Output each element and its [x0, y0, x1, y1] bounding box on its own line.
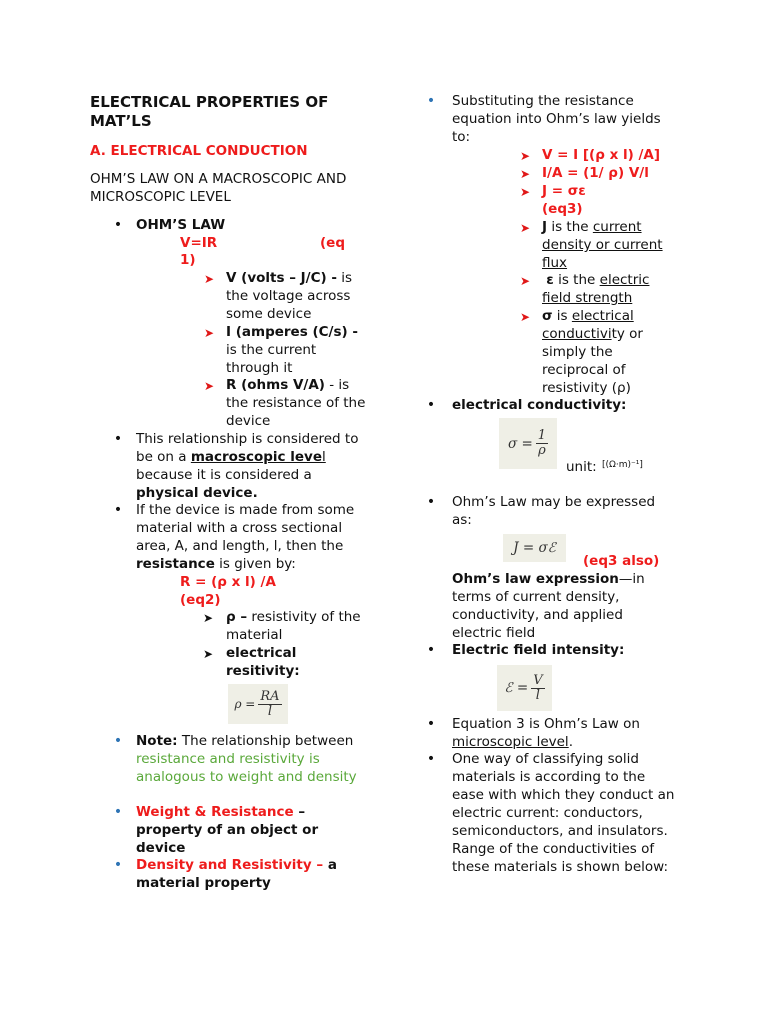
arrow-bullet-icon: ➤ [520, 221, 531, 235]
ohms-law-heading: OHM’S LAW [136, 217, 226, 233]
arrow-bullet-icon: ➤ [204, 379, 215, 393]
bullet-icon: • [113, 502, 123, 518]
bullet-icon: • [426, 494, 436, 510]
substitution-paragraph: Substituting the resistance equation into Ohm’s law yields to: [452, 93, 661, 145]
eq3-also-label: (eq3 also) [583, 553, 660, 569]
page-title: ELECTRICAL PROPERTIES OF MAT’LS [90, 93, 329, 130]
note-paragraph: Note: The relationship between resistance and resistivity is analogous to weight and density [136, 733, 357, 785]
i-definition: I (amperes (C/s) - is the current through it [226, 324, 358, 376]
bullet-icon: • [426, 642, 436, 658]
unit-label: unit: [566, 459, 597, 475]
classification-paragraph: One way of classifying solid materials is according to the ease with which they conduct an electric current: conductors, semiconductors, and insulators. Range of the conductivities of these materials is shown below: [452, 751, 675, 875]
sigma-definition: σ is electrical conductivity or simply the reciprocal of resistivity (ρ) [542, 308, 643, 396]
device-paragraph: If the device is made from some material with a cross sectional area, A, and length, l, then the resistance is given by: [136, 502, 355, 572]
subtitle: OHM’S LAW ON A MACROSCOPIC AND MICROSCOPIC LEVEL [90, 171, 347, 205]
arrow-bullet-icon: ➤ [520, 149, 531, 163]
arrow-bullet-icon: ➤ [520, 185, 531, 199]
ohms-law-expressed: Ohm’s Law may be expressed as: [452, 494, 656, 528]
eq3-label: (eq3) [542, 201, 583, 217]
e-definition: ε is the electric field strength [542, 272, 650, 306]
equation-ia: I/A = (1/ ρ) V/l [542, 165, 649, 181]
equation-j: J = σε [542, 183, 586, 199]
bullet-icon: • [426, 751, 436, 767]
bullet-icon: • [426, 716, 436, 732]
eq1-label: (eq [320, 235, 345, 251]
r-definition: R (ohms V/A) - is the resistance of the device [226, 377, 366, 429]
arrow-bullet-icon: ➤ [520, 274, 531, 288]
electrical-conductivity-heading: electrical conductivity: [452, 397, 627, 413]
bullet-icon: • [113, 857, 123, 873]
section-heading: A. ELECTRICAL CONDUCTION [90, 143, 308, 159]
current-density-formula: J = σℰ [503, 534, 566, 562]
electrical-resistivity-label: electrical resitivity: [226, 645, 300, 679]
weight-resistance-item: Weight & Resistance – property of an object or device [136, 804, 319, 856]
bullet-icon: • [426, 93, 436, 109]
resistivity-formula: ρ = $\frac{RA}{l}$ [228, 684, 288, 724]
ohms-law-expression: Ohm’s law expression—in terms of current density, conductivity, and applied electric field [452, 571, 645, 641]
arrow-bullet-icon: ➤ [203, 611, 214, 625]
bullet-icon: • [113, 733, 123, 749]
bullet-icon: • [113, 217, 123, 233]
equation-3-paragraph: Equation 3 is Ohm’s Law on microscopic level. [452, 716, 640, 750]
eq1-label-cont: 1) [180, 252, 196, 268]
arrow-bullet-icon: ➤ [520, 167, 531, 181]
eq1-formula: V=IR [180, 235, 218, 251]
bullet-icon: • [113, 431, 123, 447]
arrow-bullet-icon: ➤ [203, 647, 214, 661]
arrow-bullet-icon: ➤ [520, 310, 531, 324]
eq2-label: (eq2) [180, 592, 221, 608]
field-intensity-formula: ℰ = $\frac{V}{l}$ [497, 665, 552, 711]
electric-field-intensity-heading: Electric field intensity: [452, 642, 625, 658]
v-definition: V (volts – J/C) - is the voltage across some device [226, 270, 353, 322]
arrow-bullet-icon: ➤ [204, 326, 215, 340]
eq2-formula: R = (ρ x l) /A [180, 574, 276, 590]
rho-definition: ρ – resistivity of the material [226, 609, 361, 643]
bullet-icon: • [113, 804, 123, 820]
macroscopic-paragraph: This relationship is considered to be on a macroscopic level because it is considered a physical device. [136, 431, 359, 501]
density-resistivity-item: Density and Resistivity – a material property [136, 857, 337, 891]
conductivity-formula: σ = $\frac{1}{\rho}$ [499, 418, 557, 469]
bullet-icon: • [426, 397, 436, 413]
j-definition: J is the current density or current flux [542, 219, 663, 271]
equation-v: V = I [(ρ x l) /A] [542, 147, 661, 163]
unit-value: [(Ω·m)⁻¹] [602, 460, 643, 470]
arrow-bullet-icon: ➤ [204, 272, 215, 286]
